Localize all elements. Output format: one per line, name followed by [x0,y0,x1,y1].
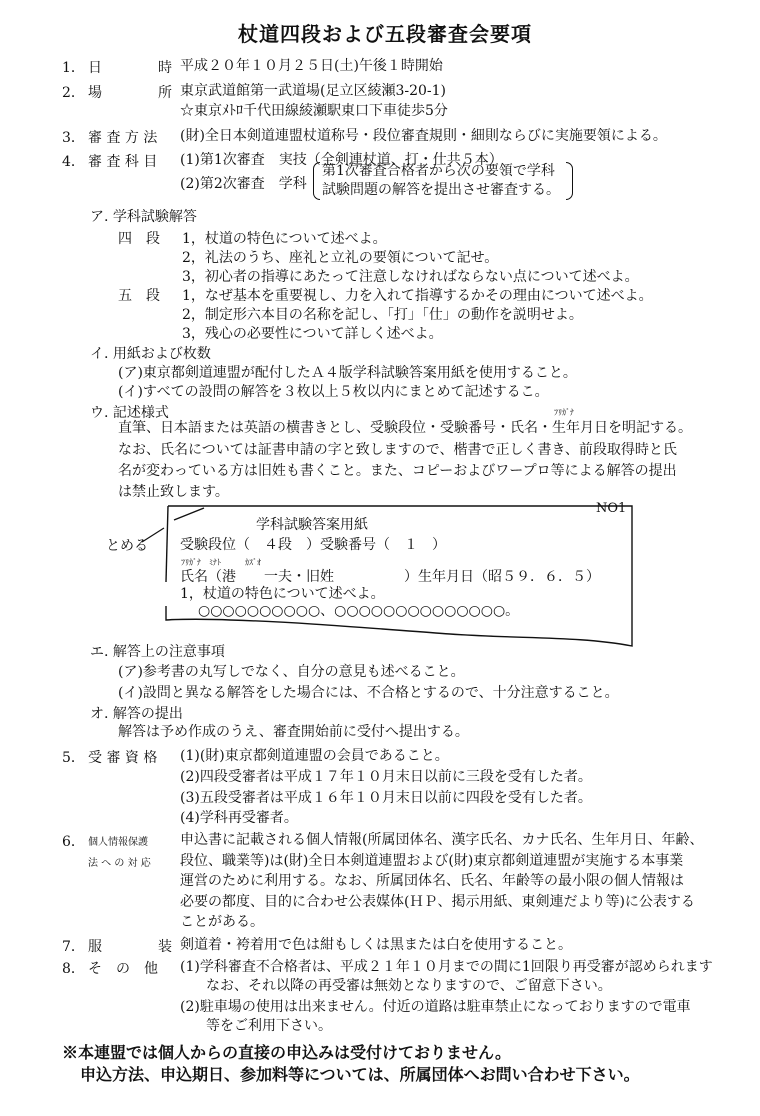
paper-line-1: (ア)東京都剣道連盟が配付したＡ４版学科試験答案用紙を使用すること。 [118,365,577,381]
other-line-2: なお、それ以降の再受審は無効となりますので、ご留意下さい。 [206,978,612,994]
other-line-3: (2)駐車場の使用は出来ません。付近の道路は駐車禁止になっておりますので電車 [180,999,691,1015]
sheet-answer-placeholder: ○○○○○○○○○○、○○○○○○○○○○○○○○。 [198,603,520,619]
section-number: 6． [62,834,85,850]
privacy-line-1: 申込書に記載される個人情報(所属団体名、漢字氏名、カナ氏名、生年月日、年齢、 [180,832,704,848]
section-label-privacy-2: 法 へ の 対 応 [88,858,151,869]
format-line-4: は禁止致します。 [118,484,229,500]
question: 2，制定形六本目の名称を記し、「打」「仕」の動作を説明せよ。 [182,307,583,323]
section-number: 8． [62,961,85,977]
sheet-name-line: 氏名（港 一夫・旧姓 ）生年月日（昭５９．６．５） [180,569,600,585]
section-label-datetime: 日 時 [88,60,172,76]
place-line-2: ☆東京ﾒﾄﾛ千代田線綾瀬駅東口下車徒歩5分 [180,103,448,119]
footer-notice-1: ※本連盟では個人からの直接の申込みは受付けておりません。 [62,1043,511,1062]
eligibility-2: (2)四段受審者は平成１７年１０月末日以前に三段を受有した者。 [180,769,592,785]
section-number: 4． [62,154,85,170]
section-label-place: 場 所 [88,85,172,101]
submit-line: 解答は予め作成のうえ、審査開始前に受付へ提出する。 [118,724,469,740]
furigana-note: ﾌﾘｶﾞﾅ [554,408,574,417]
bracket-line-1: 第1次審査合格者から次の要領で学科 [322,163,555,179]
dan-label: 四 段 [118,231,160,247]
section-number: 2． [62,85,85,101]
footer-notice-2: 申込方法、申込期日、参加料等については、所属団体へお問い合わせ下さい。 [80,1065,640,1084]
bracket-left [313,162,320,200]
sheet-number: NO1 [596,501,627,516]
attire-value: 剣道着・袴着用で色は紺もしくは黒または白を使用すること。 [180,937,572,953]
subsection-head: オ. 解答の提出 [90,706,183,722]
paper-line-2: (イ)すべての設問の解答を３枚以上５枚以内にまとめて記述するこ。 [118,384,549,400]
sheet-question: 1，杖道の特色について述べよ。 [180,586,385,602]
section-label-eligibility: 受 審 資 格 [88,750,158,766]
format-line-1: 直筆、日本語または英語の横書きとし、受験段位・受験番号・氏名・生年月日を明記する。 [118,420,692,436]
subsection-head: イ. 用紙および枚数 [90,346,211,362]
bracket-line-2: 試験問題の解答を提出させ審査する。 [322,182,560,198]
method-value: (財)全日本剣道連盟杖道称号・段位審査規則・細則ならびに実施要領による。 [180,128,667,144]
eligibility-3: (3)五段受審者は平成１６年１０月末日以前に四段を受有した者。 [180,790,592,806]
other-line-1: (1)学科審査不合格者は、平成２１年１０月までの間に1回限り再受審が認められます [180,959,713,975]
eligibility-4: (4)学科再受審者。 [180,810,298,826]
other-line-4: 等をご利用下さい。 [206,1018,332,1034]
subsection-head: ウ. 記述様式 [90,405,169,421]
section-number: 7． [62,939,85,955]
datetime-value: 平成２０年１０月２５日(土)午後１時開始 [180,58,443,74]
privacy-line-2: 段位、職業等)は(財)全日本剣道連盟および(財)東京都剣道連盟が実施する本事業 [180,853,684,869]
sheet-rank-line: 受験段位（ ４段 ）受験番号（ １ ） [180,537,446,553]
section-label-privacy-1: 個人情報保護 [88,837,148,848]
sheet-ruby: ﾌﾘｶﾞﾅ ﾐﾅﾄ ｶｽﾞｵ [181,558,261,567]
section-number: 5． [62,750,85,766]
question: 1，杖道の特色について述べよ。 [182,231,387,247]
subject-line-1: (1)第1次審査 実技（全剣連杖道、打・仕共５本） [180,152,503,168]
subsection-head: ア. 学科試験解答 [90,209,197,225]
subsection-head: エ. 解答上の注意事項 [90,644,225,660]
subject-line-2: (2)第2次審査 学科 [180,176,307,192]
bracket-right [566,162,573,200]
question: 3，残心の必要性について詳しく述べよ。 [182,326,443,342]
note-line-1: (ア)参考書の丸写しでなく、自分の意見も述べること。 [118,664,465,680]
note-line-2: (イ)設問と異なる解答をした場合には、不合格とするので、十分注意すること。 [118,685,619,701]
staple-label: とめる [106,538,148,554]
section-label-other: そ の 他 [88,961,158,977]
format-line-2: なお、氏名については証書申請の字と致しますので、楷書で正しく書き、前段取得時と氏 [118,442,677,458]
section-label-subjects: 審 査 科 目 [88,154,158,170]
privacy-line-4: 必要の都度、目的に合わせ公表媒体(ＨＰ、掲示用紙、東剣連だより等)に公表する [180,894,695,910]
section-label-method: 審 査 方 法 [88,130,158,146]
section-number: 1． [62,60,85,76]
question: 3，初心者の指導にあたって注意しなければならない点について述べよ。 [182,269,639,285]
format-line-3: 名が変わっている方は旧姓も書くこと。また、コピーおよびワープロ等による解答の提出 [118,463,677,479]
page-title: 杖道四段および五段審査会要項 [238,22,532,46]
question: 1，なぜ基本を重要視し、力を入れて指導するかその理由について述べよ。 [182,288,653,304]
privacy-line-5: ことがある。 [180,914,264,930]
section-number: 3． [62,130,85,146]
privacy-line-3: 運営のために利用する。なお、所属団体名、氏名、年齢等の最小限の個人情報は [180,873,684,889]
eligibility-1: (1)(財)東京都剣道連盟の会員であること。 [180,748,449,764]
place-line-1: 東京武道館第一武道場(足立区綾瀬3-20-1) [180,83,447,99]
section-label-attire: 服 装 [88,939,172,955]
sheet-title: 学科試験答案用紙 [256,517,368,533]
dan-label: 五 段 [118,288,160,304]
question: 2，礼法のうち、座礼と立礼の要領について記せ。 [182,250,499,266]
